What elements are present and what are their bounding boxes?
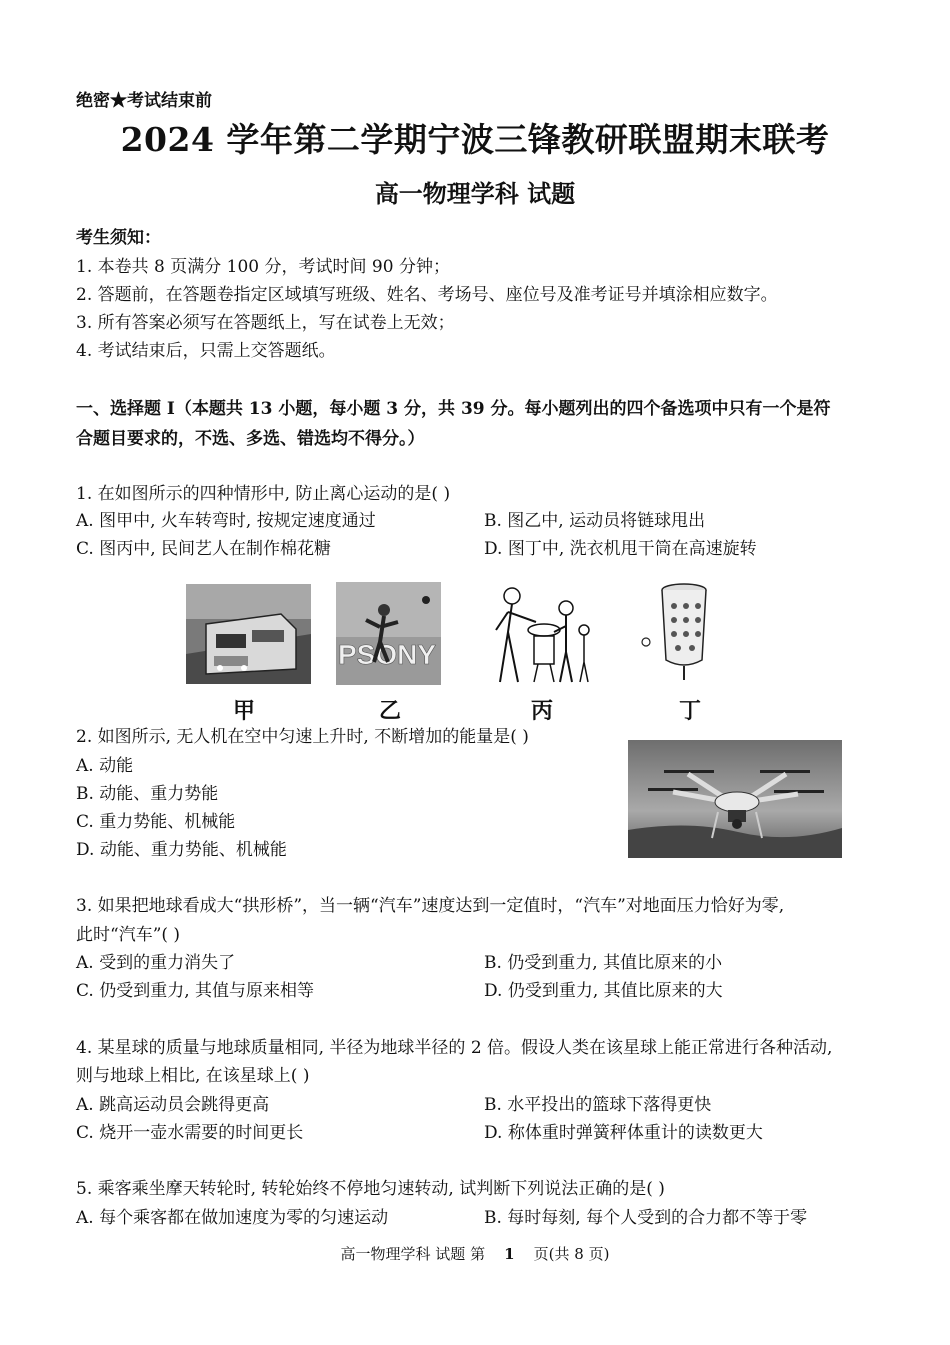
question-2-stem: 2. 如图所示, 无人机在空中匀速上升时, 不断增加的能量是( ): [76, 727, 529, 747]
question-4-stem-cont: 则与地球上相比, 在该星球上( ): [76, 1066, 310, 1086]
question-4-option-d: D. 称体重时弹簧秤体重计的读数更大: [484, 1123, 763, 1143]
question-4-stem: 4. 某星球的质量与地球质量相同, 半径为地球半径的 2 倍。假设人类在该星球上能正常进行各种活动,: [76, 1038, 833, 1058]
question-5-stem: 5. 乘客乘坐摩天转轮时, 转轮始终不停地匀速转动, 试判断下列说法正确的是( ): [76, 1179, 665, 1199]
figure-label-bing: 丙: [530, 698, 553, 724]
question-2-option-b: B. 动能、重力势能: [76, 784, 219, 804]
question-1-stem: 1. 在如图所示的四种情形中, 防止离心运动的是( ): [76, 484, 451, 504]
page-footer: [0, 1243, 950, 1264]
question-2-option-d: D. 动能、重力势能、机械能: [76, 840, 287, 860]
question-3-stem-cont: 此时“汽车”( ): [76, 925, 181, 945]
train-figure: [186, 584, 311, 684]
drone-figure: [628, 740, 842, 858]
section-heading: 一、选择题 I（本题共 13 小题，每小题 3 分，共 39 分。每小题列出的四个备选项中只有一个是符: [76, 399, 831, 419]
page-number: 1: [504, 1245, 515, 1263]
question-3-option-b: B. 仍受到重力, 其值比原来的小: [484, 953, 723, 973]
notice-item: 2. 答题前，在答题卷指定区域填写班级、姓名、考场号、座位号及准考证号并填涂相应数字。: [76, 285, 778, 305]
question-1-option-b: B. 图乙中, 运动员将链球甩出: [484, 511, 706, 531]
question-5-option-b: B. 每时每刻, 每个人受到的合力都不等于零: [484, 1208, 808, 1228]
question-1-option-a: A. 图甲中, 火车转弯时, 按规定速度通过: [76, 511, 376, 531]
exam-subtitle: 高一物理学科 试题: [374, 179, 576, 208]
exam-title: 2024 学年第二学期宁波三锋教研联盟期末联考: [120, 120, 830, 159]
question-2-option-c: C. 重力势能、机械能: [76, 812, 236, 832]
notice-heading: 考生须知：: [76, 228, 161, 248]
figure-label-jia: 甲: [232, 698, 255, 724]
notice-item: 1. 本卷共 8 页满分 100 分，考试时间 90 分钟；: [76, 257, 450, 277]
question-4-option-c: C. 烧开一壶水需要的时间更长: [76, 1123, 304, 1143]
question-1-option-c: C. 图丙中, 民间艺人在制作棉花糖: [76, 539, 332, 559]
footer-suffix: 页(共 8 页): [533, 1245, 610, 1263]
question-4-option-a: A. 跳高运动员会跳得更高: [76, 1095, 270, 1115]
question-3-option-a: A. 受到的重力消失了: [76, 953, 236, 973]
figure-label-yi: 乙: [378, 698, 401, 724]
banner-text: PSONY: [338, 639, 437, 670]
question-4-option-b: B. 水平投出的篮球下落得更快: [484, 1095, 712, 1115]
confidential-label: 绝密★考试结束前: [76, 91, 212, 111]
spin-dryer-figure: [636, 582, 716, 682]
notice-item: 4. 考试结束后，只需上交答题纸。: [76, 341, 336, 361]
figure-label-ding: 丁: [678, 698, 701, 724]
question-5-option-a: A. 每个乘客都在做加速度为零的匀速运动: [76, 1208, 389, 1228]
notice-item: 3. 所有答案必须写在答题纸上，写在试卷上无效；: [76, 313, 455, 333]
question-3-stem: 3. 如果把地球看成大“拱形桥”，当一辆“汽车”速度达到一定值时，“汽车”对地面压力恰好为零,: [76, 896, 785, 916]
question-1-option-d: D. 图丁中, 洗衣机甩干筒在高速旋转: [484, 539, 757, 559]
footer-prefix: 高一物理学科 试题 第: [340, 1245, 486, 1263]
question-3-option-c: C. 仍受到重力, 其值与原来相等: [76, 981, 315, 1001]
question-3-option-d: D. 仍受到重力, 其值比原来的大: [484, 981, 723, 1001]
question-2-option-a: A. 动能: [76, 756, 134, 776]
cotton-candy-figure: [478, 582, 600, 688]
section-heading-cont: 合题目要求的，不选、多选、错选均不得分。）: [76, 429, 425, 449]
hammer-throw-figure: [336, 582, 441, 685]
